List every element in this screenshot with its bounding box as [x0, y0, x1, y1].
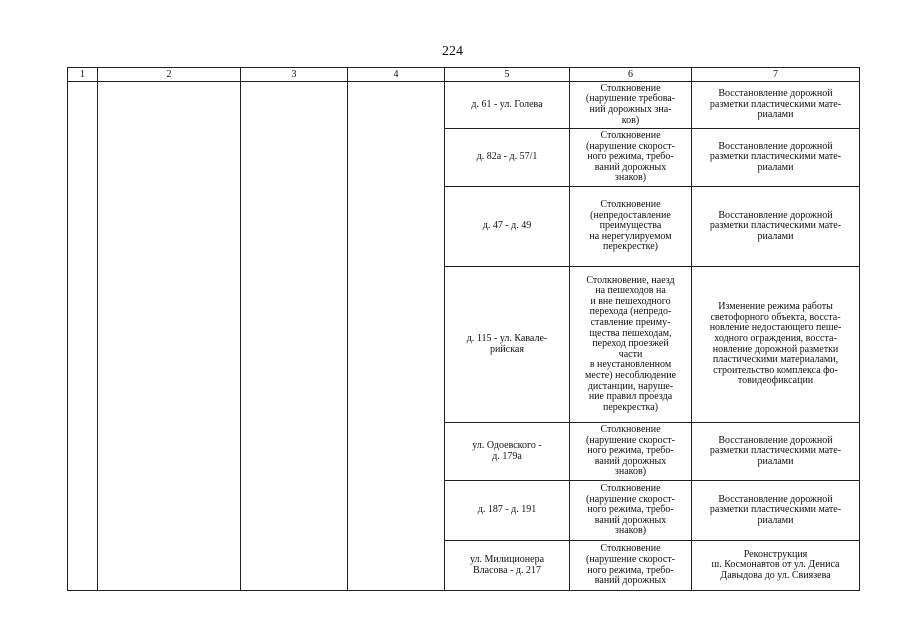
location-cell: д. 187 - д. 191 — [445, 481, 570, 541]
column-header: 1 — [68, 68, 98, 82]
incident-cell: Столкновение (нарушение скорост- ного режима, требо- ваний дорожных знаков) — [570, 129, 692, 187]
location-cell: д. 82а - д. 57/1 — [445, 129, 570, 187]
column-header: 2 — [98, 68, 241, 82]
location-cell: ул. Милиционера Власова - д. 217 — [445, 541, 570, 591]
column-header: 5 — [445, 68, 570, 82]
incident-cell: Столкновение (непредоставление преимущества на нерегулируемом перекрестке) — [570, 187, 692, 267]
empty-cell-col4 — [348, 82, 445, 591]
measures-cell: Реконструкция ш. Космонавтов от ул. Дениса Давыдова до ул. Свиязева — [692, 541, 860, 591]
incident-cell: Столкновение (нарушение скорост- ного режима, требо- ваний дорожных знаков) — [570, 481, 692, 541]
incident-cell: Столкновение (нарушение скорост- ного режима, требо- ваний дорожных — [570, 541, 692, 591]
measures-cell: Восстановление дорожной разметки пластическими мате- риалами — [692, 187, 860, 267]
measures-cell: Восстановление дорожной разметки пластическими мате- риалами — [692, 129, 860, 187]
column-header: 6 — [570, 68, 692, 82]
location-cell: д. 47 - д. 49 — [445, 187, 570, 267]
road-safety-table — [67, 67, 860, 591]
incident-cell: Столкновение (нарушение требова- ний дорожных зна- ков) — [570, 82, 692, 129]
measures-cell: Восстановление дорожной разметки пластическими мате- риалами — [692, 481, 860, 541]
column-header: 4 — [348, 68, 445, 82]
measures-cell: Восстановление дорожной разметки пластическими мате- риалами — [692, 423, 860, 481]
measures-cell: Изменение режима работы светофорного объекта, восста- новление недостающего пеше- ходного ограждения, восста- новление дорожной разметки пластическими материалами, строительство комплекса фо- товидеофиксации — [692, 267, 860, 423]
page-number: 224 — [442, 44, 463, 59]
incident-cell: Столкновение, наезд на пешеходов на и вне пешеходного перехода (непредо- ставление преиму- щества пешеходам, переход проезжей части в неустановленном месте) несоблюдение дистанции, наруше- ние правил проезда перекрестка) — [570, 267, 692, 423]
column-header: 7 — [692, 68, 860, 82]
measures-cell: Восстановление дорожной разметки пластическими мате- риалами — [692, 82, 860, 129]
table-row — [68, 82, 860, 129]
empty-cell-col1 — [68, 82, 98, 591]
empty-cell-col3 — [241, 82, 348, 591]
location-cell: ул. Одоевского - д. 179а — [445, 423, 570, 481]
empty-cell-col2 — [98, 82, 241, 591]
incident-cell: Столкновение (нарушение скорост- ного режима, требо- ваний дорожных знаков) — [570, 423, 692, 481]
column-header: 3 — [241, 68, 348, 82]
header-row — [68, 68, 860, 82]
location-cell: д. 115 - ул. Кавале- рийская — [445, 267, 570, 423]
location-cell: д. 61 - ул. Голева — [445, 82, 570, 129]
